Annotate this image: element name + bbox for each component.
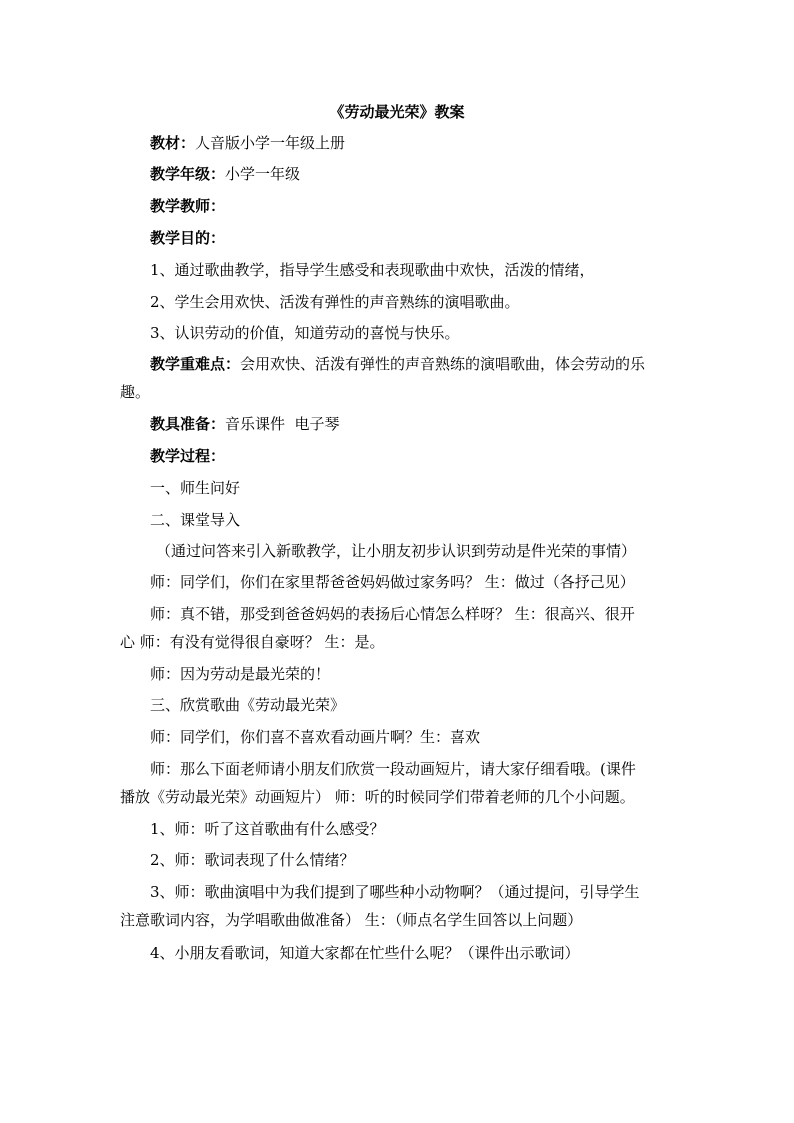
process-line: 注意歌词内容，为学唱歌曲做准备） 生：（师点名学生回答以上问题） xyxy=(120,911,583,929)
difficulty-value: 会用欢快、活泼有弹性的声音熟练的演唱歌曲，体会劳动的乐 xyxy=(240,355,646,373)
process-line: 师：真不错，那受到爸爸妈妈的表扬后心情怎么样呀？ 生：很高兴、很开 xyxy=(150,605,635,623)
material-line xyxy=(150,131,710,155)
goal-item: 2、学生会用欢快、活泼有弹性的声音熟练的演唱歌曲。 xyxy=(150,293,520,311)
difficulty-value-cont: 趣。 xyxy=(120,383,151,401)
material-label: 教材： xyxy=(150,134,196,152)
process-line: 4、小朋友看歌词，知道大家都在忙些什么呢？（课件出示歌词） xyxy=(150,944,580,962)
tools-label: 教具准备： xyxy=(150,415,226,433)
grade-value: 小学一年级 xyxy=(225,165,301,183)
goal-item: 3、认识劳动的价值，知道劳动的喜悦与快乐。 xyxy=(150,324,460,342)
goals-label: 教学目的： xyxy=(150,229,226,247)
process-line: 2、师：歌词表现了什么情绪？ xyxy=(150,851,355,869)
process-line: 心 师：有没有觉得很自豪呀？ 生：是。 xyxy=(120,633,385,651)
process-line: 师：因为劳动是最光荣的！ xyxy=(150,665,331,683)
grade-line xyxy=(150,162,710,186)
process-label: 教学过程： xyxy=(150,447,226,465)
tools-line xyxy=(150,412,710,436)
difficulty-label: 教学重难点： xyxy=(150,355,241,373)
grade-label: 教学年级： xyxy=(150,165,226,183)
process-line: 1、师：听了这首歌曲有什么感受？ xyxy=(150,820,385,838)
document-title: 《劳动最光荣》教案 xyxy=(329,103,465,121)
difficulty-line xyxy=(150,352,710,376)
tools-value: 音乐课件 电子琴 xyxy=(225,415,340,433)
goal-item: 1、通过歌曲教学，指导学生感受和表现歌曲中欢快，活泼的情绪， xyxy=(150,261,595,279)
process-line: 二、课堂导入 xyxy=(150,511,241,529)
process-line: 师：同学们，你们在家里帮爸爸妈妈做过家务吗？ 生：做过（各抒己见） xyxy=(150,573,635,591)
process-line: （通过问答来引入新歌教学，让小朋友初步认识到劳动是件光荣的事情） xyxy=(156,542,637,560)
process-line: 播放《劳动最光荣》动画短片） 师：听的时候同学们带着老师的几个小问题。 xyxy=(120,788,635,806)
teacher-line xyxy=(150,194,710,218)
process-line: 3、师：歌曲演唱中为我们提到了哪些种小动物啊？（通过提问，引导学生 xyxy=(150,883,640,901)
material-value: 人音版小学一年级上册 xyxy=(195,134,346,152)
teacher-label: 教学教师： xyxy=(150,197,226,215)
process-line: 三、欣赏歌曲《劳动最光荣》 xyxy=(150,696,346,714)
process-line: 一、师生问好 xyxy=(150,479,241,497)
process-line: 师：同学们，你们喜不喜欢看动画片啊？生：喜欢 xyxy=(150,728,481,746)
process-line: 师：那么下面老师请小朋友们欣赏一段动画短片，请大家仔细看哦。(课件 xyxy=(150,760,636,778)
